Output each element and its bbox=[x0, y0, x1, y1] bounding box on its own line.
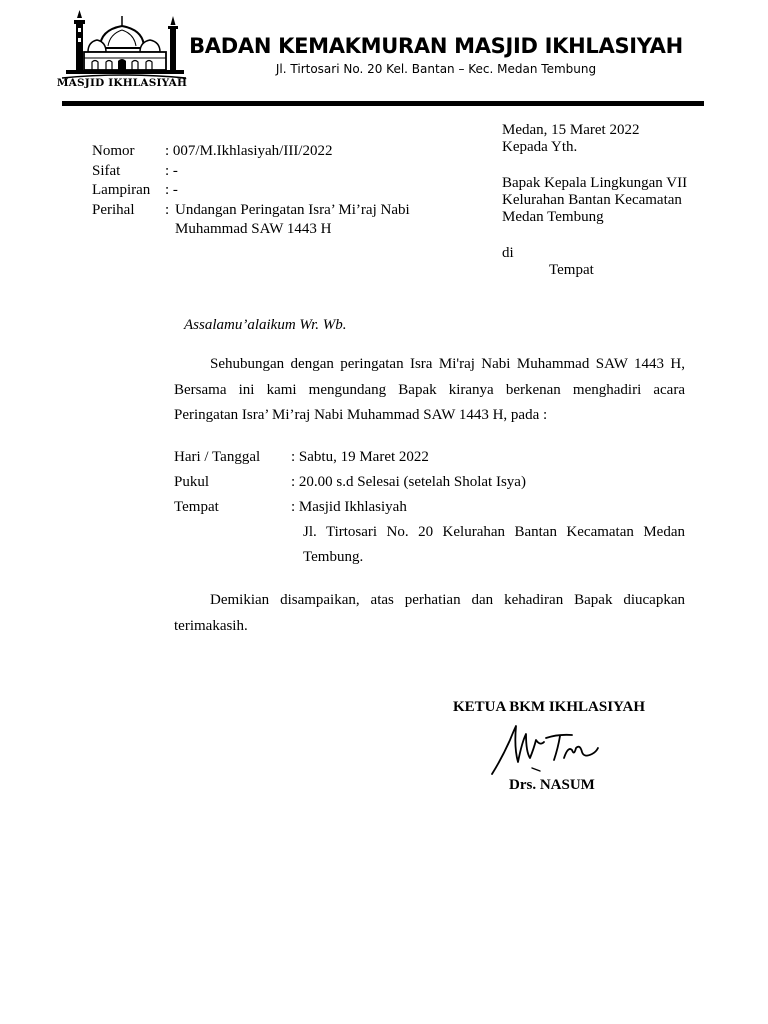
addressee-line-1: Bapak Kepala Lingkungan VII bbox=[502, 175, 688, 191]
tempat-label: Tempat bbox=[174, 499, 219, 515]
letter-meta bbox=[92, 142, 440, 240]
perihal-label: Perihal bbox=[92, 201, 135, 218]
addressee-block bbox=[502, 122, 722, 279]
event-details bbox=[174, 445, 685, 570]
logo-caption: MASJID IKHLASIYAH bbox=[56, 77, 188, 89]
tempat-address: Jl. Tirtosari No. 20 Kelurahan Bantan Kecamatan Medan Tembung. bbox=[303, 524, 685, 565]
sifat-value: : - bbox=[165, 162, 178, 179]
addressee-line-3: Medan Tembung bbox=[502, 209, 604, 225]
pukul-label: Pukul bbox=[174, 474, 210, 490]
meta-row-perihal bbox=[92, 201, 440, 240]
letterhead-divider bbox=[62, 101, 704, 106]
sifat-label: Sifat bbox=[92, 162, 121, 179]
detail-row-tempat bbox=[174, 495, 685, 520]
greeting: Assalamu’alaikum Wr. Wb. bbox=[184, 317, 347, 333]
tempat-value: : Masjid Ikhlasiyah bbox=[291, 499, 407, 515]
addressee-line-2: Kelurahan Bantan Kecamatan bbox=[502, 192, 682, 208]
addressee-di: di bbox=[502, 245, 514, 261]
perihal-separator: : bbox=[165, 201, 170, 218]
nomor-label: Nomor bbox=[92, 143, 135, 159]
meta-row-nomor bbox=[92, 142, 440, 162]
meta-row-lampiran bbox=[92, 181, 440, 201]
closing-paragraph-text: Demikian disampaikan, atas perhatian dan kehadiran Bapak diucapkan terimakasih. bbox=[174, 592, 685, 634]
organization-address: Jl. Tirtosari No. 20 Kel. Bantan – Kec. Medan Tembung bbox=[275, 62, 597, 76]
salutation: Kepada Yth. bbox=[502, 139, 578, 155]
signer-name: Drs. NASUM bbox=[509, 777, 595, 793]
addressee-tempat: Tempat bbox=[549, 262, 594, 278]
signature-icon bbox=[488, 718, 603, 778]
opening-paragraph-text: Sehubungan dengan peringatan Isra Mi'raj Nabi Muhammad SAW 1443 H, Bersama ini kami mengundang Bapak kiranya berkenan menghadiri acara Peringatan Isra’ Mi’raj Nabi Muhammad SAW 1443 H, pada : bbox=[174, 356, 685, 423]
detail-row-hari bbox=[174, 445, 685, 470]
organization-name: BADAN KEMAKMURAN MASJID IKHLASIYAH bbox=[189, 34, 683, 58]
nomor-value: : 007/M.Ikhlasiyah/III/2022 bbox=[165, 143, 333, 159]
opening-paragraph bbox=[174, 352, 685, 429]
hari-label: Hari / Tanggal bbox=[174, 449, 261, 465]
lampiran-label: Lampiran bbox=[92, 182, 151, 198]
perihal-value: Undangan Peringatan Isra’ Mi’raj Nabi Muhammad SAW 1443 H bbox=[175, 201, 410, 237]
pukul-value: : 20.00 s.d Selesai (setelah Sholat Isya) bbox=[291, 474, 526, 490]
mosque-icon bbox=[52, 8, 192, 80]
hari-value: : Sabtu, 19 Maret 2022 bbox=[291, 449, 429, 465]
handwritten-signature bbox=[488, 718, 603, 778]
detail-row-pukul bbox=[174, 470, 685, 495]
lampiran-value: : - bbox=[165, 182, 178, 198]
place-date: Medan, 15 Maret 2022 bbox=[502, 122, 640, 138]
meta-row-sifat bbox=[92, 162, 440, 182]
closing-paragraph bbox=[174, 588, 685, 639]
signer-title: KETUA BKM IKHLASIYAH bbox=[453, 699, 645, 715]
